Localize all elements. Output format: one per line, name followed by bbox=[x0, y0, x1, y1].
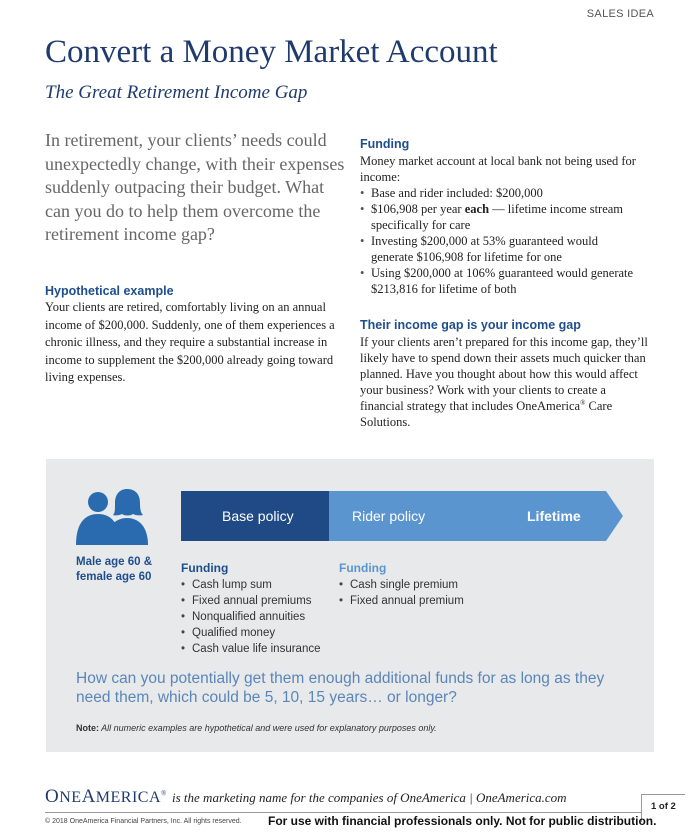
sales-idea-label: SALES IDEA bbox=[586, 8, 654, 20]
note-text: All numeric examples are hypothetical and were used for explanatory purposes only. bbox=[99, 723, 437, 733]
funding-bullet-text: — lifetime income stream specifically for care bbox=[371, 202, 624, 232]
funding-bullet: • Using $200,000 at 106% guaranteed would generate $213,816 for lifetime of both bbox=[360, 265, 640, 297]
funding-bullet bbox=[360, 201, 640, 233]
distribution-notice: For use with financial professionals only. Not for public distribution. bbox=[268, 814, 657, 828]
funding-bullet: • Investing $200,000 at 53% guaranteed would generate $106,908 for lifetime for one bbox=[360, 233, 640, 265]
income-gap-text: If your clients aren’t prepared for this income gap, they’ll likely have to spend down their assets much quicker than planned. Have you thought about how this would affect your business? Work with your clients to create a financial strategy that includes OneAmerica bbox=[360, 335, 648, 413]
copyright: © 2018 OneAmerica Financial Partners, Inc. All rights reserved. bbox=[45, 818, 242, 825]
couple-icon bbox=[76, 489, 148, 545]
rider-funding-list bbox=[339, 577, 464, 609]
base-funding-item: • Nonqualified annuities bbox=[181, 609, 321, 625]
rider-funding-item: • Cash single premium bbox=[339, 577, 464, 593]
base-funding-heading: Funding bbox=[181, 561, 229, 575]
income-gap-heading: Their income gap is your income gap bbox=[360, 318, 581, 332]
footer-divider bbox=[45, 812, 642, 813]
page-number: 1 of 2 bbox=[651, 801, 676, 812]
hypothetical-heading: Hypothetical example bbox=[45, 284, 174, 298]
funding-section bbox=[360, 153, 640, 297]
lifetime-label: Lifetime bbox=[527, 508, 581, 524]
base-funding-item: • Fixed annual premiums bbox=[181, 593, 321, 609]
people-label: Male age 60 & female age 60 bbox=[76, 556, 153, 583]
funding-heading: Funding bbox=[360, 137, 410, 151]
disclaimer-note bbox=[76, 723, 437, 733]
funding-bullet: • Base and rider included: $200,000 bbox=[360, 185, 640, 201]
logo-registered-mark: ® bbox=[161, 789, 167, 798]
income-gap-body bbox=[360, 334, 650, 430]
rider-policy-label: Rider policy bbox=[352, 508, 426, 524]
base-funding-item: • Cash value life insurance bbox=[181, 641, 321, 657]
base-funding-item: • Qualified money bbox=[181, 625, 321, 641]
logo-letters: NE bbox=[59, 789, 82, 806]
funding-bullet-emphasis: each bbox=[464, 202, 490, 216]
logo-letter: O bbox=[45, 786, 60, 807]
base-funding-list bbox=[181, 577, 321, 657]
hypothetical-body: Your clients are retired, comfortably living on an annual income of $200,000. Suddenly, one of them experiences a chronic illness, and they require a substantial increase in income to supplement the $200,000 already going toward living expenses. bbox=[45, 300, 335, 384]
oneamerica-logo bbox=[45, 786, 167, 808]
note-label: Note: bbox=[76, 723, 99, 733]
funding-intro: Money market account at local bank not being used for income: bbox=[360, 154, 636, 184]
base-funding-item: • Cash lump sum bbox=[181, 577, 321, 593]
closing-question: How can you potentially get them enough additional funds for as long as they need them, which could be 5, 10, 15 years… or longer? bbox=[76, 670, 605, 706]
page-title: Convert a Money Market Account bbox=[45, 34, 498, 70]
intro-paragraph: In retirement, your clients’ needs could unexpectedly change, with their expenses suddenly outpacing their budget. What can you do to help them overcome the retirement income gap? bbox=[45, 130, 345, 244]
strategy-panel bbox=[46, 459, 654, 752]
rider-funding-heading: Funding bbox=[339, 561, 387, 575]
registered-mark: ® bbox=[580, 398, 586, 407]
base-policy-label: Base policy bbox=[222, 508, 294, 524]
income-gap-text-end: Care Solutions. bbox=[360, 399, 613, 429]
logo-letter: A bbox=[81, 786, 96, 807]
logo-letters: MERICA bbox=[95, 789, 162, 806]
funding-bullet-text: $106,908 per year bbox=[371, 202, 465, 216]
funding-list bbox=[360, 185, 640, 297]
footer-tagline: is the marketing name for the companies of OneAmerica | OneAmerica.com bbox=[172, 790, 567, 805]
page-subtitle: The Great Retirement Income Gap bbox=[45, 82, 308, 103]
rider-funding-item: • Fixed annual premium bbox=[339, 593, 464, 609]
